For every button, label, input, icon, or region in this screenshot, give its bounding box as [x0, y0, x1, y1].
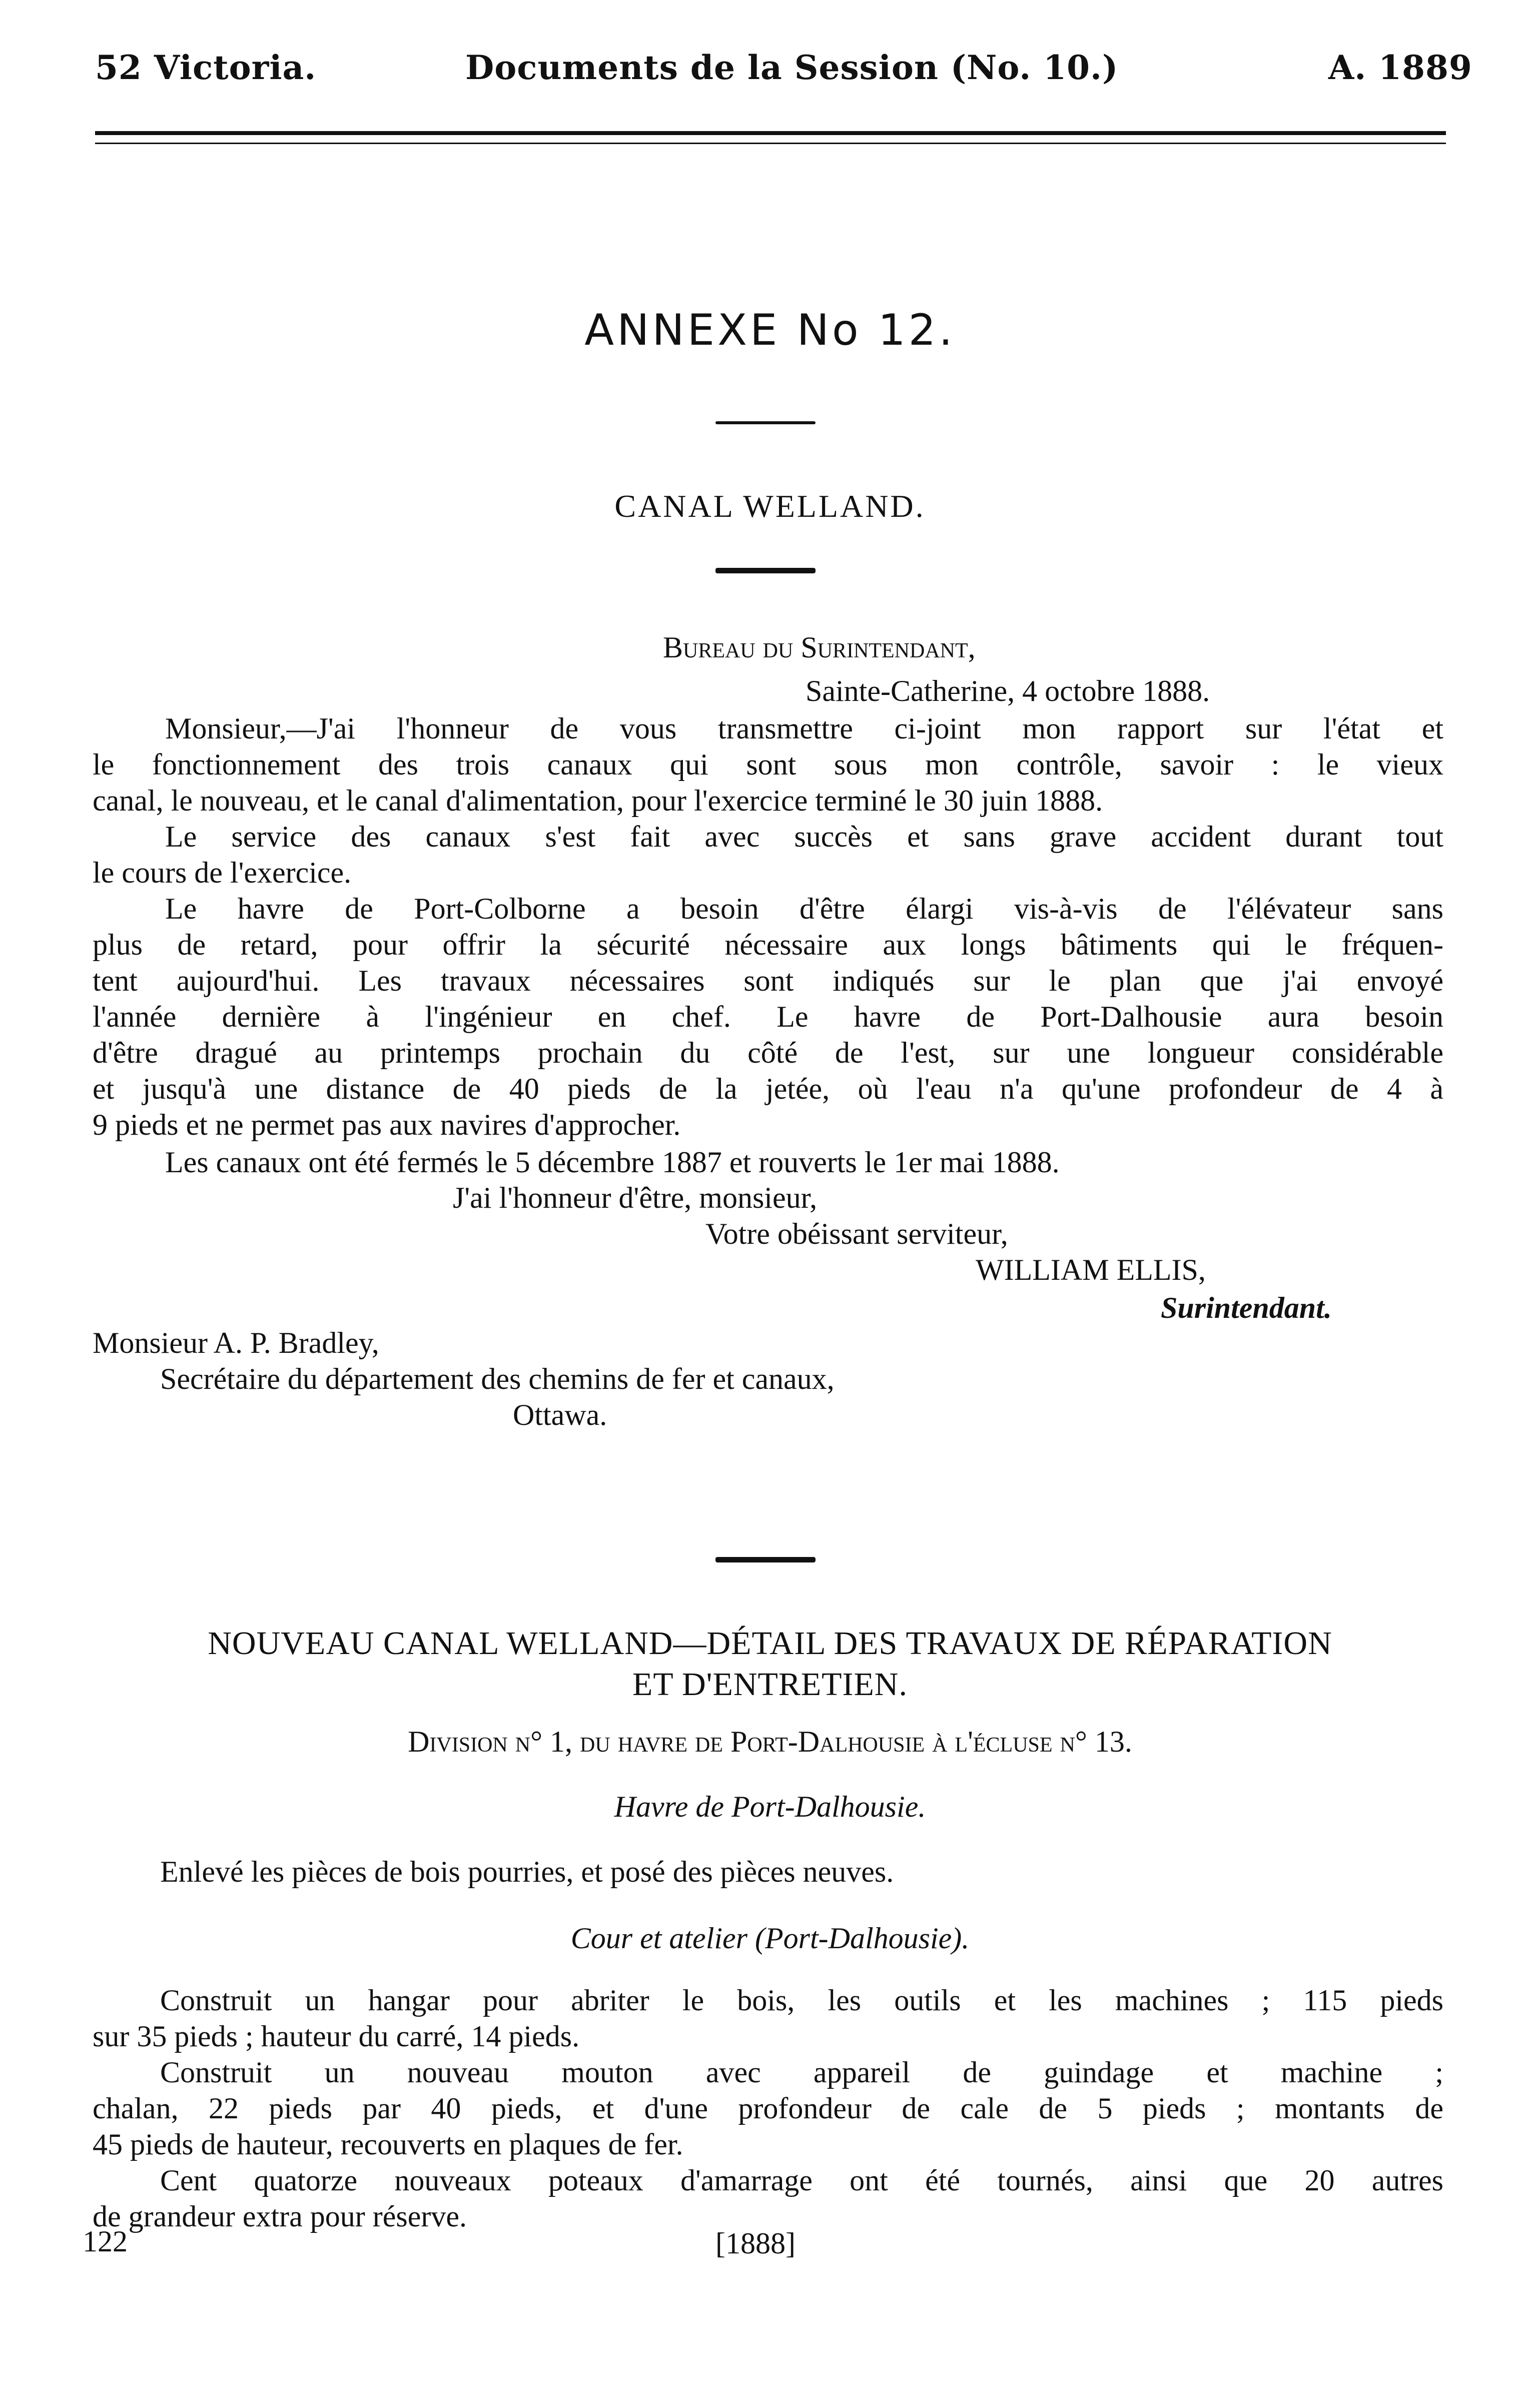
title-divider: [715, 421, 816, 424]
text-line: plus de retard, pour offrir la sécurité nécessaire aux longs bâtiments qui le fréquen-: [93, 928, 1443, 961]
subheading-cour-atelier: Cour et atelier (Port-Dalhousie).: [570, 1922, 970, 1955]
text-line: 45 pieds de hauteur, recouverts en plaques de fer.: [93, 2128, 683, 2161]
canal-divider: [715, 568, 816, 573]
text-line: Le havre de Port-Colborne a besoin d'être élargi vis-à-vis de l'élévateur sans: [165, 892, 1443, 925]
text-line: Monsieur,—J'ai l'honneur de vous transmettre ci-joint mon rapport sur l'état et: [165, 712, 1443, 745]
addressee-name: [93, 1325, 379, 1361]
section-title-line-1: NOUVEAU CANAL WELLAND—DÉTAIL DES TRAVAUX DE RÉPARATION: [208, 1625, 1332, 1662]
text-line: Construit un hangar pour abriter le bois, les outils et les machines ; 115 pieds: [160, 1984, 1443, 2017]
text-line: Construit un nouveau mouton avec appareil de guindage et machine ;: [160, 2056, 1443, 2089]
addressee-name-text: Monsieur A. P. Bradley,: [93, 1326, 379, 1359]
header-rule-thick: [95, 131, 1446, 135]
page-number: 122: [83, 2225, 128, 2258]
footer-year: [1888]: [715, 2227, 796, 2260]
header-session-year: 52 Victoria.: [95, 48, 317, 87]
letter-closing: J'ai l'honneur d'être, monsieur,: [453, 1181, 818, 1214]
text-line: d'être dragué au printemps prochain du côté de l'est, sur une longueur considérable: [93, 1036, 1443, 1069]
header-publication-year: A. 1889: [1328, 48, 1472, 87]
annexe-title: ANNEXE No 12.: [584, 305, 956, 355]
canal-title: CANAL WELLAND.: [614, 488, 926, 524]
text-line: canal, le nouveau, et le canal d'alimentation, pour l'exercice terminé le 30 juin 1888.: [93, 784, 1103, 817]
section-title-line-2: ET D'ENTRETIEN.: [632, 1666, 908, 1703]
text-line: et jusqu'à une distance de 40 pieds de la jetée, où l'eau n'a qu'une profondeur de 4 à: [93, 1072, 1443, 1105]
text-line: chalan, 22 pieds par 40 pieds, et d'une profondeur de cale de 5 pieds ; montants de: [93, 2092, 1443, 2125]
letter-paragraph-4: [93, 1144, 1443, 1180]
letter-valediction: Votre obéissant serviteur,: [705, 1217, 1008, 1250]
letter-place-date: Sainte-Catherine, 4 octobre 1888.: [806, 674, 1210, 707]
item-havre: Enlevé les pièces de bois pourries, et posé des pièces neuves.: [160, 1855, 894, 1888]
text-line: l'année dernière à l'ingénieur en chef. Le havre de Port-Dalhousie aura besoin: [93, 1000, 1443, 1033]
letter-paragraph-3: [93, 891, 1443, 1143]
text-line: le cours de l'exercice.: [93, 856, 352, 889]
signature-title: Surintendant.: [1161, 1291, 1332, 1324]
addressee-title: Secrétaire du département des chemins de fer et canaux,: [160, 1362, 835, 1395]
subheading-havre: Havre de Port-Dalhousie.: [614, 1790, 926, 1823]
signature-name: WILLIAM ELLIS,: [976, 1253, 1206, 1286]
addressee-city: Ottawa.: [513, 1398, 607, 1431]
text-line: de grandeur extra pour réserve.: [93, 2200, 467, 2233]
text-line: tent aujourd'hui. Les travaux nécessaires sont indiqués sur le plan que j'ai envoyé: [93, 964, 1443, 997]
text-line: Les canaux ont été fermés le 5 décembre 1887 et rouverts le 1er mai 1888.: [165, 1146, 1060, 1179]
header-document-title: Documents de la Session (No. 10.): [465, 48, 1119, 87]
division-heading: Division n° 1, du havre de Port-Dalhousie à l'écluse n° 13.: [408, 1725, 1132, 1758]
letter-office: Bureau du Surintendant,: [663, 631, 976, 664]
section-paragraph-2: [93, 2054, 1443, 2162]
header-rule-thin: [95, 143, 1446, 144]
text-line: Le service des canaux s'est fait avec succès et sans grave accident durant tout: [165, 820, 1443, 853]
text-line: Cent quatorze nouveaux poteaux d'amarrage ont été tournés, ainsi que 20 autres: [160, 2164, 1443, 2197]
section-divider: [715, 1557, 816, 1562]
section-paragraph-1: [93, 1982, 1443, 2054]
section-paragraph-3: [93, 2162, 1443, 2234]
text-line: le fonctionnement des trois canaux qui sont sous mon contrôle, savoir : le vieux: [93, 748, 1443, 781]
text-line: 9 pieds et ne permet pas aux navires d'approcher.: [93, 1108, 681, 1141]
letter-paragraph-1: [93, 710, 1443, 819]
letter-paragraph-2: [93, 819, 1443, 891]
text-line: sur 35 pieds ; hauteur du carré, 14 pieds.: [93, 2020, 580, 2053]
